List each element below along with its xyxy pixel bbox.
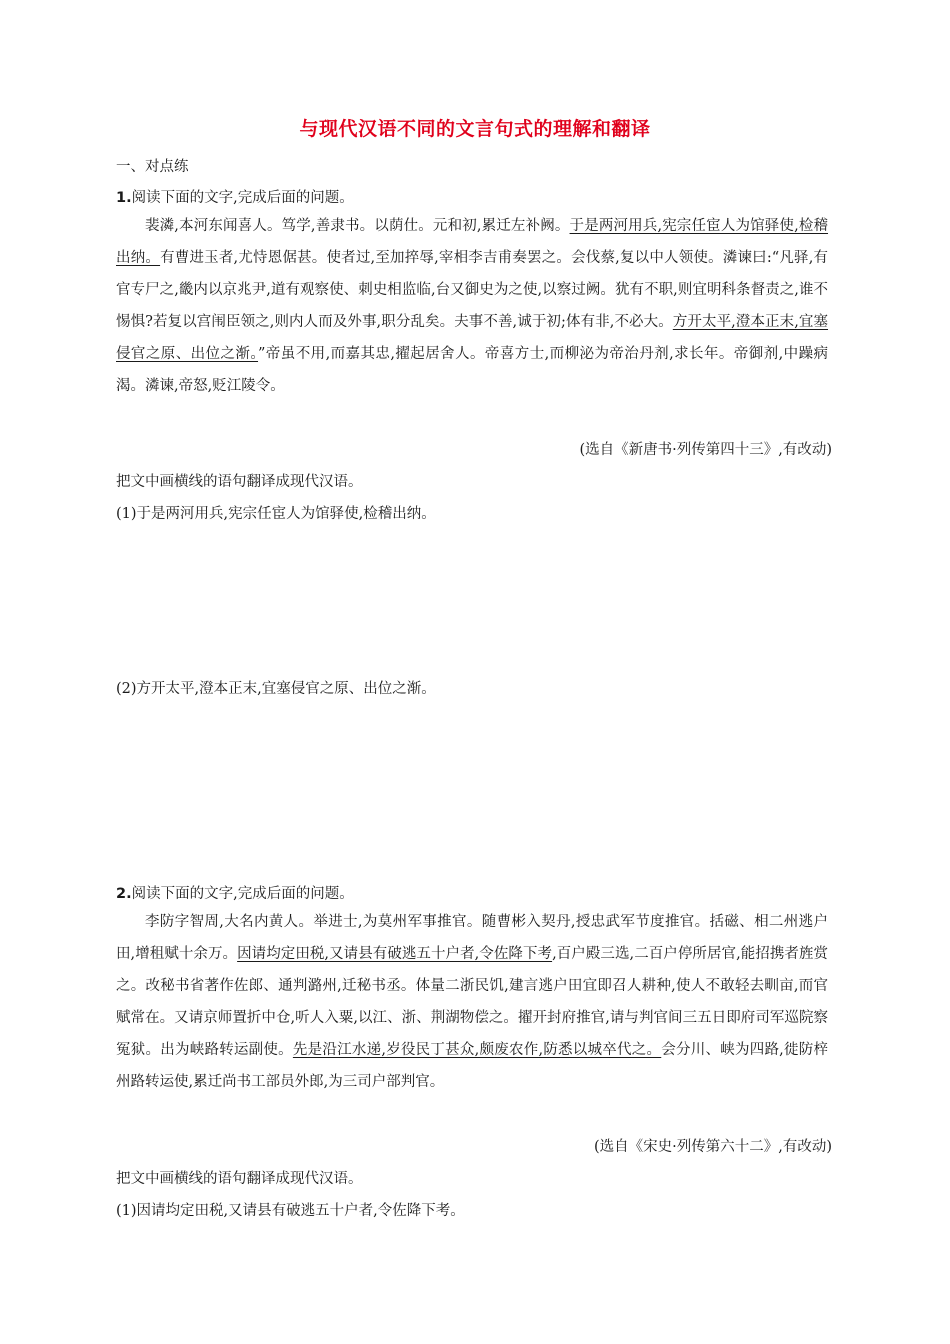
question-1-item-1: (1)于是两河用兵,宪宗任宦人为馆驿使,检稽出纳。: [116, 506, 436, 522]
page-title: 与现代汉语不同的文言句式的理解和翻译: [299, 118, 651, 140]
question-1-item-2: (2)方开太平,澄本正末,宜塞侵官之原、出位之渐。: [116, 681, 436, 697]
passage-1-text-b: 有曹进玉者,尤恃恩倨甚。使者过,至加捽辱,宰相李吉甫奏罢之。会伐蔡,复以中人领使。潾谏曰:“凡驿,有官专尸之,畿内以京兆尹,道有观察使、刺史相监临,台又御史为之使,以察过阙。犹有不职,则宜明科条督责之,谁不惕惧?若复以宫闱臣领之,则内人而及外事,职分乱矣。夫事不善,诚于初;体有非,不必大。: [116, 250, 829, 330]
passage-1-underlined-sentence-1: 于是两河用兵,宪宗任宦人为馆驿使,检稽出纳。: [116, 218, 829, 266]
passage-1-text-a: 裴潾,本河东闻喜人。笃学,善隶书。以荫仕。元和初,累迁左补阙。: [145, 218, 570, 234]
question-2-item-1: (1)因请均定田税,又请县有破逃五十户者,令佐降下考。: [116, 1203, 465, 1219]
passage-2-text-b: ,百户殿三选,二百户停所居官,能招携者旌赏之。改秘书省著作佐郎、通判潞州,迁秘书丞。体量二浙民饥,建言逃户田宜即召人耕种,使人不敢轻去甽亩,而官赋常在。又请京师置折中仓,听人入粟,以江、浙、荆湖物偿之。擢开封府推官,请与判官间三五日即府司军巡院察冤狱。出为峡路转运副使。: [116, 946, 829, 1058]
question-2-number: 2.: [116, 886, 132, 902]
passage-1-source: (选自《新唐书·列传第四十三》,有改动): [579, 442, 832, 458]
passage-2-underlined-sentence-1: 因请均定田税,又请县有破逃五十户者,令佐降下考: [237, 946, 553, 962]
passage-2-text-c: 会分川、峡为四路,徙防梓州路转运使,累迁尚书工部员外郎,为三司户部判官。: [116, 1042, 829, 1090]
question-2-task: 把文中画横线的语句翻译成现代汉语。: [116, 1171, 363, 1187]
passage-2-source: (选自《宋史·列传第六十二》,有改动): [593, 1139, 832, 1155]
passage-1: [116, 210, 828, 402]
passage-2: [116, 906, 828, 1098]
passage-1-text-c: ”帝虽不用,而嘉其忠,擢起居舍人。帝喜方士,而柳泌为帝治丹剂,求长年。帝御剂,中躁病渴。潾谏,帝怒,贬江陵令。: [116, 346, 828, 394]
question-1-task: 把文中画横线的语句翻译成现代汉语。: [116, 474, 363, 490]
question-1-header: [116, 188, 354, 208]
passage-2-text-a: 李防字智周,大名内黄人。举进士,为莫州军事推官。随曹彬入契丹,授忠武军节度推官。括磁、相二州逃户田,增租赋十余万。: [116, 914, 828, 962]
question-2-instruction: 阅读下面的文字,完成后面的问题。: [131, 886, 354, 902]
section-heading: 一、对点练: [116, 159, 189, 175]
question-2-header: [116, 884, 354, 904]
question-1-instruction: 阅读下面的文字,完成后面的问题。: [131, 190, 354, 206]
passage-2-underlined-sentence-2: 先是沿江水递,岁役民丁甚众,颇废农作,防悉以城卒代之。: [292, 1042, 662, 1058]
question-1-number: 1.: [116, 190, 132, 206]
passage-1-underlined-sentence-2: 方开太平,澄本正末,宜塞侵官之原、出位之渐。: [116, 314, 829, 362]
